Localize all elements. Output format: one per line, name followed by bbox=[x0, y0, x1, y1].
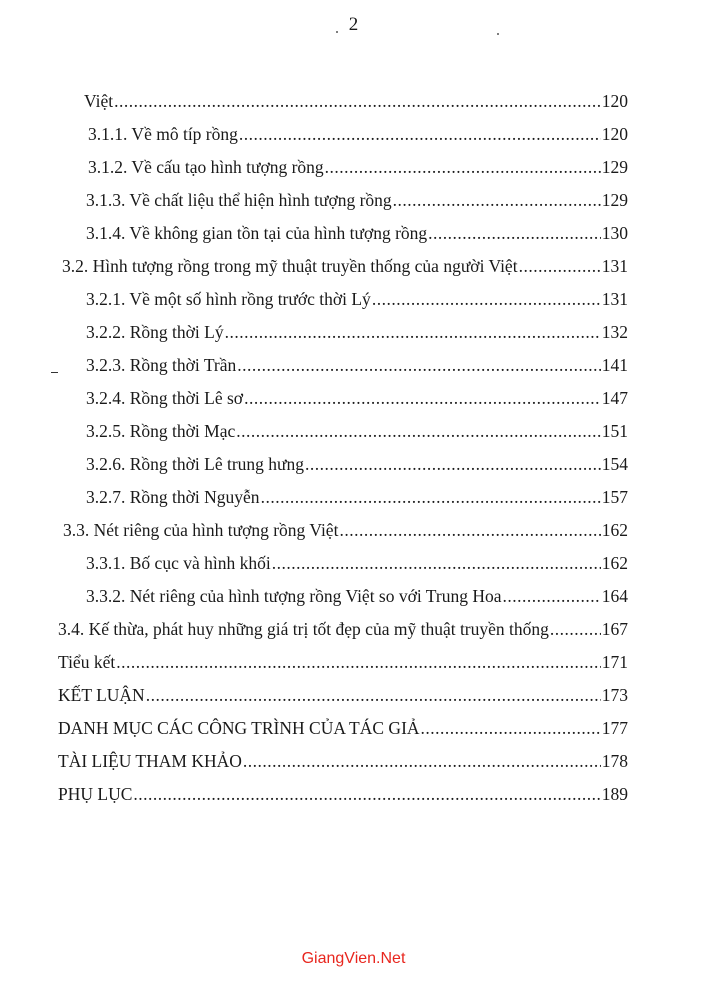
toc-leader-dots bbox=[243, 751, 601, 772]
toc-entry bbox=[86, 355, 628, 379]
toc-entry-page: 164 bbox=[601, 586, 628, 606]
toc-entry-title: Tiểu kết bbox=[58, 652, 116, 672]
toc-entry bbox=[86, 322, 628, 346]
page-number: 2 bbox=[348, 14, 359, 35]
toc-leader-dots bbox=[428, 223, 601, 244]
toc-entry-page: 162 bbox=[601, 553, 628, 573]
toc-entry-title: 3.3.2. Nét riêng của hình tượng rồng Việt so với Trung Hoa bbox=[86, 586, 502, 606]
toc-entry-title: DANH MỤC CÁC CÔNG TRÌNH CỦA TÁC GIẢ bbox=[58, 718, 420, 738]
toc-leader-dots bbox=[502, 586, 600, 607]
toc-leader-dots bbox=[146, 685, 601, 706]
toc-entry-page: 129 bbox=[601, 157, 628, 177]
toc-entry-page: 131 bbox=[601, 289, 628, 309]
toc-entry-title: 3.1.2. Về cấu tạo hình tượng rồng bbox=[88, 157, 324, 177]
toc-entry-page: 129 bbox=[601, 190, 628, 210]
toc-entry-page: 154 bbox=[601, 454, 628, 474]
toc-entry-title: 3.2.4. Rồng thời Lê sơ bbox=[86, 388, 244, 408]
toc-entry-page: 130 bbox=[601, 223, 628, 243]
toc-entry bbox=[58, 619, 628, 643]
toc-entry-title: 3.2.6. Rồng thời Lê trung hưng bbox=[86, 454, 305, 474]
toc-leader-dots bbox=[114, 91, 601, 112]
toc-entry-title: TÀI LIỆU THAM KHẢO bbox=[58, 751, 242, 771]
toc-entry-page: 162 bbox=[601, 520, 628, 540]
toc-entry bbox=[58, 718, 628, 742]
toc-entry-title: 3.3. Nét riêng của hình tượng rồng Việt bbox=[63, 520, 339, 540]
toc-entry-page: 189 bbox=[601, 784, 628, 804]
toc-entry-page: 171 bbox=[601, 652, 628, 672]
toc-entry-title: 3.1.3. Về chất liệu thể hiện hình tượng rồng bbox=[86, 190, 392, 210]
scan-speck bbox=[336, 31, 338, 33]
toc-entry bbox=[58, 652, 628, 676]
toc-entry-title: 3.2.1. Về một số hình rồng trước thời Lý bbox=[86, 289, 371, 309]
toc-entry bbox=[58, 685, 628, 709]
toc-entry bbox=[86, 421, 628, 445]
toc-entry-page: 120 bbox=[601, 91, 628, 111]
toc-entry-page: 132 bbox=[601, 322, 628, 342]
toc-entry-page: 167 bbox=[601, 619, 628, 639]
toc-leader-dots bbox=[305, 454, 601, 475]
toc-entry bbox=[58, 751, 628, 775]
toc-entry-page: 147 bbox=[601, 388, 628, 408]
scan-mark bbox=[51, 372, 58, 373]
toc-leader-dots bbox=[244, 388, 601, 409]
toc-leader-dots bbox=[325, 157, 601, 178]
toc-entry-page: 151 bbox=[601, 421, 628, 441]
toc-entry bbox=[86, 553, 628, 577]
toc-entry bbox=[63, 520, 628, 544]
toc-leader-dots bbox=[237, 355, 600, 376]
toc-entry bbox=[88, 157, 628, 181]
scan-speck bbox=[497, 33, 499, 35]
toc-entry-title: PHỤ LỤC bbox=[58, 784, 133, 804]
toc-leader-dots bbox=[393, 190, 601, 211]
toc-entry-page: 173 bbox=[601, 685, 628, 705]
toc-entry bbox=[86, 388, 628, 412]
toc-leader-dots bbox=[261, 487, 601, 508]
toc-leader-dots bbox=[550, 619, 601, 640]
toc-entry-title: 3.2.2. Rồng thời Lý bbox=[86, 322, 224, 342]
toc-entry-title: 3.2.3. Rồng thời Trần bbox=[86, 355, 237, 375]
toc-leader-dots bbox=[116, 652, 601, 673]
toc-entry bbox=[86, 586, 628, 610]
toc-leader-dots bbox=[272, 553, 601, 574]
toc-entry-title: 3.2.5. Rồng thời Mạc bbox=[86, 421, 236, 441]
toc-entry-title: 3.2. Hình tượng rồng trong mỹ thuật truyền thống của người Việt bbox=[62, 256, 518, 276]
toc-entry-page: 178 bbox=[601, 751, 628, 771]
toc-entry bbox=[86, 190, 628, 214]
toc-entry-page: 131 bbox=[601, 256, 628, 276]
toc-entry bbox=[86, 223, 628, 247]
toc-entry-title: Việt bbox=[84, 91, 114, 111]
toc-entry-title: 3.2.7. Rồng thời Nguyễn bbox=[86, 487, 260, 507]
toc-entry bbox=[86, 487, 628, 511]
toc-entry-page: 157 bbox=[601, 487, 628, 507]
toc-entry bbox=[86, 289, 628, 313]
toc-leader-dots bbox=[239, 124, 601, 145]
toc-entry-title: 3.1.4. Về không gian tồn tại của hình tượng rồng bbox=[86, 223, 428, 243]
toc-leader-dots bbox=[421, 718, 601, 739]
toc-leader-dots bbox=[372, 289, 601, 310]
toc-entry bbox=[88, 124, 628, 148]
toc-entry-page: 177 bbox=[601, 718, 628, 738]
toc-entry-page: 141 bbox=[601, 355, 628, 375]
toc-leader-dots bbox=[236, 421, 601, 442]
toc-entry-title: 3.4. Kế thừa, phát huy những giá trị tốt đẹp của mỹ thuật truyền thống bbox=[58, 619, 549, 639]
toc-entry bbox=[86, 454, 628, 478]
toc-entry-title: KẾT LUẬN bbox=[58, 685, 145, 705]
toc-entry bbox=[62, 256, 628, 280]
toc-entry bbox=[58, 784, 628, 808]
toc-entry bbox=[84, 91, 628, 115]
toc-entry-page: 120 bbox=[601, 124, 628, 144]
toc-leader-dots bbox=[519, 256, 601, 277]
watermark: GiangVien.Net bbox=[301, 950, 406, 967]
toc-entry-title: 3.3.1. Bố cục và hình khối bbox=[86, 553, 271, 573]
toc-leader-dots bbox=[339, 520, 600, 541]
toc-leader-dots bbox=[225, 322, 601, 343]
toc-entry-title: 3.1.1. Về mô típ rồng bbox=[88, 124, 238, 144]
toc-leader-dots bbox=[133, 784, 600, 805]
